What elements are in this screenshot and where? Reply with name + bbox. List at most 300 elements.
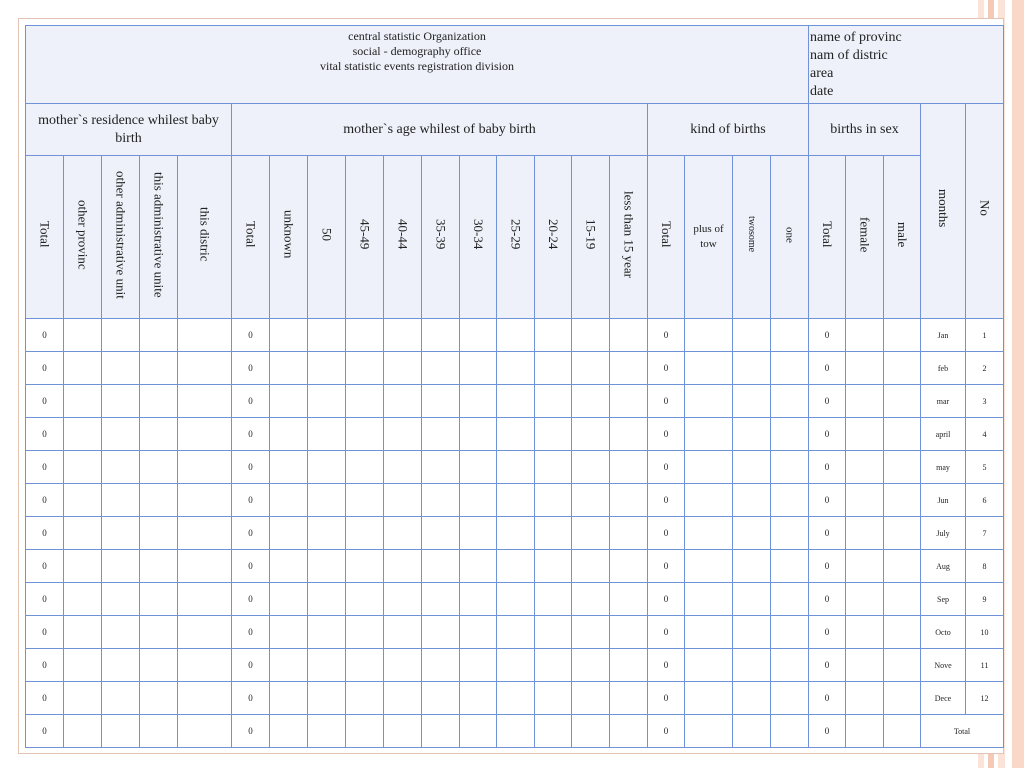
entry-cell[interactable] [422, 385, 460, 418]
entry-cell[interactable] [733, 715, 771, 748]
entry-cell[interactable] [140, 418, 178, 451]
entry-cell[interactable] [733, 649, 771, 682]
cell-sex-total: 0 [809, 352, 846, 385]
entry-cell[interactable] [384, 616, 422, 649]
entry-cell[interactable] [535, 583, 572, 616]
entry-cell[interactable] [64, 583, 102, 616]
entry-cell[interactable] [422, 352, 460, 385]
month-label: mar [921, 385, 966, 418]
entry-cell[interactable] [178, 649, 232, 682]
cell-kind-total: 0 [648, 517, 685, 550]
cell-age-total: 0 [232, 649, 270, 682]
entry-cell[interactable] [102, 616, 140, 649]
entry-cell[interactable] [346, 715, 384, 748]
entry-cell[interactable] [733, 616, 771, 649]
col-age-5 [422, 156, 460, 319]
entry-cell[interactable] [610, 484, 648, 517]
col-residence-4-label: this distric [197, 207, 213, 262]
entry-cell[interactable] [610, 451, 648, 484]
month-label: Sep [921, 583, 966, 616]
entry-cell[interactable] [64, 484, 102, 517]
entry-cell[interactable] [102, 583, 140, 616]
entry-cell[interactable] [610, 352, 648, 385]
month-row [26, 352, 1004, 385]
entry-cell[interactable] [572, 550, 610, 583]
entry-cell[interactable] [178, 517, 232, 550]
office-line-2: social - demography office [352, 44, 482, 58]
entry-cell[interactable] [64, 418, 102, 451]
entry-cell[interactable] [685, 418, 733, 451]
entry-cell[interactable] [346, 484, 384, 517]
entry-cell[interactable] [497, 451, 535, 484]
entry-cell[interactable] [308, 418, 346, 451]
entry-cell[interactable] [884, 484, 921, 517]
month-label: July [921, 517, 966, 550]
entry-cell[interactable] [685, 583, 733, 616]
entry-cell[interactable] [685, 550, 733, 583]
entry-cell[interactable] [497, 319, 535, 352]
entry-cell[interactable] [384, 418, 422, 451]
entry-cell[interactable] [846, 451, 884, 484]
entry-cell[interactable] [771, 352, 809, 385]
entry-cell[interactable] [771, 517, 809, 550]
entry-cell[interactable] [140, 517, 178, 550]
age-group-header: mother`s age whilest of baby birth [232, 104, 648, 156]
entry-cell[interactable] [771, 319, 809, 352]
entry-cell[interactable] [140, 550, 178, 583]
entry-cell[interactable] [884, 319, 921, 352]
entry-cell[interactable] [535, 550, 572, 583]
entry-cell[interactable] [535, 517, 572, 550]
entry-cell[interactable] [685, 385, 733, 418]
entry-cell[interactable] [685, 682, 733, 715]
entry-cell[interactable] [846, 682, 884, 715]
entry-cell[interactable] [308, 616, 346, 649]
entry-cell[interactable] [572, 649, 610, 682]
entry-cell[interactable] [384, 451, 422, 484]
entry-cell[interactable] [178, 616, 232, 649]
entry-cell[interactable] [346, 418, 384, 451]
entry-cell[interactable] [178, 484, 232, 517]
entry-cell[interactable] [610, 715, 648, 748]
entry-cell[interactable] [610, 682, 648, 715]
entry-cell[interactable] [308, 484, 346, 517]
entry-cell[interactable] [422, 616, 460, 649]
entry-cell[interactable] [884, 583, 921, 616]
entry-cell[interactable] [384, 550, 422, 583]
entry-cell[interactable] [140, 352, 178, 385]
entry-cell[interactable] [846, 418, 884, 451]
entry-cell[interactable] [572, 517, 610, 550]
entry-cell[interactable] [535, 418, 572, 451]
entry-cell[interactable] [497, 418, 535, 451]
entry-cell[interactable] [270, 616, 308, 649]
entry-cell[interactable] [460, 451, 497, 484]
entry-cell[interactable] [64, 352, 102, 385]
entry-cell[interactable] [178, 418, 232, 451]
month-label: Jun [921, 484, 966, 517]
entry-cell[interactable] [346, 616, 384, 649]
entry-cell[interactable] [497, 352, 535, 385]
row-number: 5 [966, 451, 1004, 484]
entry-cell[interactable] [771, 682, 809, 715]
entry-cell[interactable] [846, 319, 884, 352]
entry-cell[interactable] [102, 715, 140, 748]
entry-cell[interactable] [733, 550, 771, 583]
entry-cell[interactable] [846, 649, 884, 682]
entry-cell[interactable] [497, 682, 535, 715]
cell-age-total: 0 [232, 319, 270, 352]
entry-cell[interactable] [308, 715, 346, 748]
entry-cell[interactable] [308, 451, 346, 484]
month-row [26, 550, 1004, 583]
entry-cell[interactable] [884, 517, 921, 550]
entry-cell[interactable] [346, 352, 384, 385]
entry-cell[interactable] [884, 418, 921, 451]
cell-residence-total: 0 [26, 649, 64, 682]
cell-kind-total: 0 [648, 649, 685, 682]
entry-cell[interactable] [460, 385, 497, 418]
entry-cell[interactable] [771, 649, 809, 682]
cell-kind-total: 0 [648, 319, 685, 352]
entry-cell[interactable] [572, 715, 610, 748]
entry-cell[interactable] [846, 385, 884, 418]
entry-cell[interactable] [140, 319, 178, 352]
entry-cell[interactable] [733, 517, 771, 550]
entry-cell[interactable] [384, 517, 422, 550]
entry-cell[interactable] [270, 550, 308, 583]
entry-cell[interactable] [140, 715, 178, 748]
form-header-row [26, 26, 1004, 104]
entry-cell[interactable] [178, 352, 232, 385]
entry-cell[interactable] [733, 352, 771, 385]
entry-cell[interactable] [102, 484, 140, 517]
entry-cell[interactable] [771, 583, 809, 616]
entry-cell[interactable] [384, 385, 422, 418]
entry-cell[interactable] [64, 715, 102, 748]
entry-cell[interactable] [64, 649, 102, 682]
entry-cell[interactable] [572, 616, 610, 649]
entry-cell[interactable] [422, 319, 460, 352]
entry-cell[interactable] [771, 616, 809, 649]
entry-cell[interactable] [497, 484, 535, 517]
entry-cell[interactable] [610, 385, 648, 418]
entry-cell[interactable] [346, 583, 384, 616]
entry-cell[interactable] [497, 715, 535, 748]
entry-cell[interactable] [270, 583, 308, 616]
entry-cell[interactable] [572, 484, 610, 517]
entry-cell[interactable] [140, 583, 178, 616]
entry-cell[interactable] [178, 319, 232, 352]
entry-cell[interactable] [846, 352, 884, 385]
entry-cell[interactable] [535, 484, 572, 517]
entry-cell[interactable] [846, 517, 884, 550]
entry-cell[interactable] [460, 682, 497, 715]
province-label: name of provinc [810, 29, 902, 45]
cell-sex-total: 0 [809, 418, 846, 451]
entry-cell[interactable] [102, 385, 140, 418]
col-age-7-label: 25-29 [508, 219, 524, 250]
entry-cell[interactable] [270, 484, 308, 517]
entry-cell[interactable] [685, 319, 733, 352]
entry-cell[interactable] [308, 352, 346, 385]
cell-sex-total: 0 [809, 484, 846, 517]
entry-cell[interactable] [64, 550, 102, 583]
entry-cell[interactable] [102, 418, 140, 451]
entry-cell[interactable] [610, 616, 648, 649]
entry-cell[interactable] [572, 682, 610, 715]
entry-cell[interactable] [102, 352, 140, 385]
cell-kind-total: 0 [648, 550, 685, 583]
cell-residence-total: 0 [26, 550, 64, 583]
entry-cell[interactable] [422, 715, 460, 748]
district-label: nam of distric [810, 47, 888, 63]
entry-cell[interactable] [308, 682, 346, 715]
entry-cell[interactable] [572, 319, 610, 352]
entry-cell[interactable] [178, 385, 232, 418]
entry-cell[interactable] [733, 418, 771, 451]
entry-cell[interactable] [771, 385, 809, 418]
entry-cell[interactable] [178, 715, 232, 748]
entry-cell[interactable] [771, 418, 809, 451]
entry-cell[interactable] [572, 583, 610, 616]
entry-cell[interactable] [884, 385, 921, 418]
entry-cell[interactable] [884, 550, 921, 583]
entry-cell[interactable] [140, 682, 178, 715]
entry-cell[interactable] [572, 385, 610, 418]
entry-cell[interactable] [460, 319, 497, 352]
entry-cell[interactable] [140, 649, 178, 682]
cell-kind-total: 0 [648, 385, 685, 418]
entry-cell[interactable] [384, 583, 422, 616]
entry-cell[interactable] [497, 616, 535, 649]
entry-cell[interactable] [610, 517, 648, 550]
col-residence-0 [26, 156, 64, 319]
entry-cell[interactable] [102, 517, 140, 550]
entry-cell[interactable] [346, 385, 384, 418]
entry-cell[interactable] [497, 649, 535, 682]
cell-residence-total: 0 [26, 352, 64, 385]
entry-cell[interactable] [846, 583, 884, 616]
entry-cell[interactable] [572, 352, 610, 385]
row-number: 9 [966, 583, 1004, 616]
col-kind-3-label: one [783, 226, 796, 243]
entry-cell[interactable] [384, 319, 422, 352]
entry-cell[interactable] [610, 319, 648, 352]
entry-cell[interactable] [884, 715, 921, 748]
months-header-label: months [936, 188, 951, 228]
entry-cell[interactable] [535, 715, 572, 748]
entry-cell[interactable] [771, 550, 809, 583]
entry-cell[interactable] [270, 649, 308, 682]
entry-cell[interactable] [733, 682, 771, 715]
entry-cell[interactable] [535, 451, 572, 484]
entry-cell[interactable] [270, 517, 308, 550]
entry-cell[interactable] [422, 484, 460, 517]
entry-cell[interactable] [270, 352, 308, 385]
entry-cell[interactable] [610, 418, 648, 451]
entry-cell[interactable] [64, 385, 102, 418]
entry-cell[interactable] [422, 583, 460, 616]
entry-cell[interactable] [422, 649, 460, 682]
entry-cell[interactable] [846, 616, 884, 649]
entry-cell[interactable] [270, 715, 308, 748]
entry-cell[interactable] [884, 616, 921, 649]
month-row [26, 682, 1004, 715]
entry-cell[interactable] [102, 451, 140, 484]
entry-cell[interactable] [64, 319, 102, 352]
entry-cell[interactable] [610, 583, 648, 616]
entry-cell[interactable] [308, 319, 346, 352]
entry-cell[interactable] [178, 451, 232, 484]
entry-cell[interactable] [270, 418, 308, 451]
entry-cell[interactable] [308, 649, 346, 682]
entry-cell[interactable] [884, 352, 921, 385]
entry-cell[interactable] [535, 682, 572, 715]
entry-cell[interactable] [535, 649, 572, 682]
entry-cell[interactable] [460, 550, 497, 583]
entry-cell[interactable] [771, 715, 809, 748]
entry-cell[interactable] [497, 550, 535, 583]
month-row [26, 385, 1004, 418]
entry-cell[interactable] [346, 319, 384, 352]
month-label: Jan [921, 319, 966, 352]
entry-cell[interactable] [384, 715, 422, 748]
entry-cell[interactable] [270, 451, 308, 484]
entry-cell[interactable] [572, 418, 610, 451]
entry-cell[interactable] [685, 715, 733, 748]
entry-cell[interactable] [460, 352, 497, 385]
entry-cell[interactable] [422, 418, 460, 451]
entry-cell[interactable] [270, 682, 308, 715]
entry-cell[interactable] [102, 682, 140, 715]
cell-sex-total: 0 [809, 682, 846, 715]
subheader-row [26, 156, 1004, 319]
entry-cell[interactable] [685, 517, 733, 550]
entry-cell[interactable] [733, 583, 771, 616]
entry-cell[interactable] [384, 649, 422, 682]
entry-cell[interactable] [308, 517, 346, 550]
entry-cell[interactable] [140, 385, 178, 418]
entry-cell[interactable] [460, 715, 497, 748]
row-number: 11 [966, 649, 1004, 682]
entry-cell[interactable] [270, 385, 308, 418]
entry-cell[interactable] [460, 583, 497, 616]
entry-cell[interactable] [535, 319, 572, 352]
entry-cell[interactable] [733, 319, 771, 352]
entry-cell[interactable] [102, 319, 140, 352]
month-label: Dece [921, 682, 966, 715]
entry-cell[interactable] [685, 451, 733, 484]
entry-cell[interactable] [64, 517, 102, 550]
entry-cell[interactable] [497, 385, 535, 418]
entry-cell[interactable] [685, 649, 733, 682]
entry-cell[interactable] [685, 616, 733, 649]
entry-cell[interactable] [384, 352, 422, 385]
entry-cell[interactable] [308, 583, 346, 616]
month-row [26, 649, 1004, 682]
month-row [26, 319, 1004, 352]
entry-cell[interactable] [884, 649, 921, 682]
entry-cell[interactable] [102, 550, 140, 583]
entry-cell[interactable] [535, 616, 572, 649]
entry-cell[interactable] [384, 484, 422, 517]
entry-cell[interactable] [422, 550, 460, 583]
month-row [26, 616, 1004, 649]
entry-cell[interactable] [64, 682, 102, 715]
col-age-8-label: 20-24 [546, 219, 561, 250]
entry-cell[interactable] [572, 451, 610, 484]
entry-cell[interactable] [884, 682, 921, 715]
entry-cell[interactable] [610, 550, 648, 583]
entry-cell[interactable] [178, 682, 232, 715]
row-number: 7 [966, 517, 1004, 550]
entry-cell[interactable] [771, 484, 809, 517]
entry-cell[interactable] [140, 616, 178, 649]
entry-cell[interactable] [685, 352, 733, 385]
entry-cell[interactable] [346, 682, 384, 715]
entry-cell[interactable] [733, 484, 771, 517]
col-kind-0-label: Total [659, 221, 674, 248]
entry-cell[interactable] [384, 682, 422, 715]
entry-cell[interactable] [270, 319, 308, 352]
entry-cell[interactable] [178, 550, 232, 583]
month-label: may [921, 451, 966, 484]
entry-cell[interactable] [460, 418, 497, 451]
entry-cell[interactable] [497, 583, 535, 616]
entry-cell[interactable] [346, 649, 384, 682]
entry-cell[interactable] [733, 451, 771, 484]
entry-cell[interactable] [140, 484, 178, 517]
entry-cell[interactable] [460, 517, 497, 550]
col-residence-3-label: this administrative unite [151, 171, 167, 298]
entry-cell[interactable] [846, 550, 884, 583]
entry-cell[interactable] [460, 484, 497, 517]
col-sex-2 [884, 156, 921, 319]
entry-cell[interactable] [308, 550, 346, 583]
entry-cell[interactable] [346, 550, 384, 583]
entry-cell[interactable] [733, 385, 771, 418]
entry-cell[interactable] [64, 451, 102, 484]
entry-cell[interactable] [610, 649, 648, 682]
entry-cell[interactable] [535, 385, 572, 418]
entry-cell[interactable] [64, 616, 102, 649]
entry-cell[interactable] [346, 517, 384, 550]
cell-age-total: 0 [232, 352, 270, 385]
col-residence-0-label: Total [37, 221, 53, 248]
entry-cell[interactable] [102, 649, 140, 682]
entry-cell[interactable] [497, 517, 535, 550]
entry-cell[interactable] [422, 517, 460, 550]
entry-cell[interactable] [771, 451, 809, 484]
entry-cell[interactable] [308, 385, 346, 418]
entry-cell[interactable] [178, 583, 232, 616]
entry-cell[interactable] [535, 352, 572, 385]
entry-cell[interactable] [422, 451, 460, 484]
entry-cell[interactable] [846, 715, 884, 748]
entry-cell[interactable] [846, 484, 884, 517]
entry-cell[interactable] [685, 484, 733, 517]
entry-cell[interactable] [460, 649, 497, 682]
col-kind-3 [771, 156, 809, 319]
cell-kind-total: 0 [648, 682, 685, 715]
sex-group-header: births in sex [809, 104, 921, 156]
entry-cell[interactable] [140, 451, 178, 484]
entry-cell[interactable] [460, 616, 497, 649]
entry-cell[interactable] [422, 682, 460, 715]
entry-cell[interactable] [884, 451, 921, 484]
entry-cell[interactable] [346, 451, 384, 484]
